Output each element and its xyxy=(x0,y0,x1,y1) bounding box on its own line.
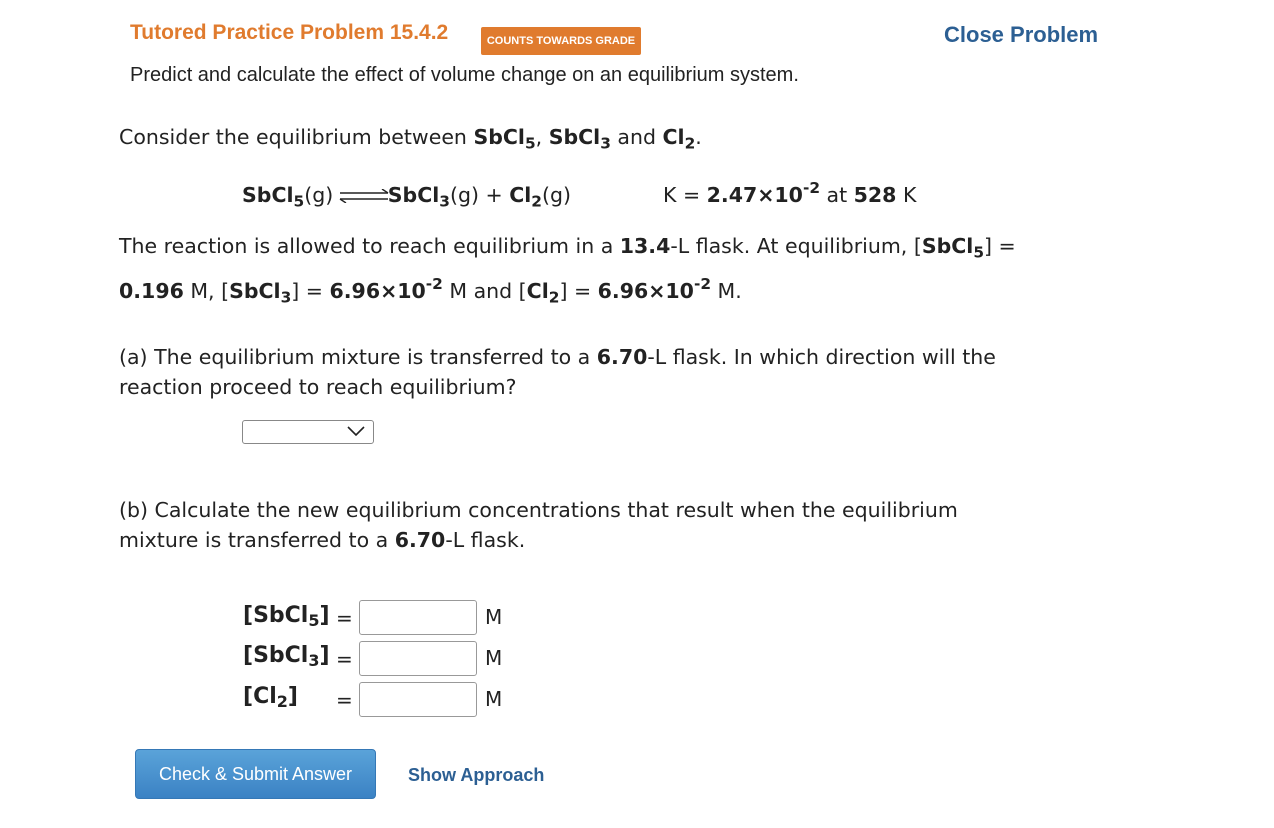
part-b-question-line-2: mixture is transferred to a 6.70-L flask. xyxy=(119,528,526,552)
equals-sign: = xyxy=(336,688,353,712)
close-problem-link[interactable]: Close Problem xyxy=(944,22,1099,47)
sbcl5-concentration-input[interactable] xyxy=(359,600,477,635)
sbcl3-concentration-input[interactable] xyxy=(359,641,477,676)
grade-badge: COUNTS TOWARDS GRADE xyxy=(481,27,641,55)
unit-label: M xyxy=(485,646,503,670)
problem-subtitle: Predict and calculate the effect of volume change on an equilibrium system. xyxy=(130,64,799,86)
equilibrium-constant: $K = 2.47\times 10^{-2}$ at 528 K xyxy=(663,178,917,207)
check-submit-button[interactable]: Check & Submit Answer xyxy=(135,749,376,799)
part-a-question-line-2: reaction proceed to reach equilibrium? xyxy=(119,375,517,399)
part-b-question-line-1: (b) Calculate the new equilibrium concentrations that result when the equilibrium xyxy=(119,498,958,522)
direction-dropdown[interactable] xyxy=(242,420,374,444)
equals-sign: = xyxy=(336,647,353,671)
reaction-equation: SbCl$_5$(g) SbCl$_3$(g) + $Cl_2(g)$ xyxy=(242,183,571,211)
cl2-concentration-input[interactable] xyxy=(359,682,477,717)
equilibrium-arrow-icon xyxy=(338,189,390,203)
chevron-down-icon xyxy=(347,425,365,437)
problem-title: Tutored Practice Problem 15.4.2 xyxy=(130,21,449,44)
sbcl5-label: [SbCl5] xyxy=(243,603,330,630)
intro-text: Consider the equilibrium between SbCl$_5$, SbCl$_3$ and $Cl_2$. xyxy=(119,125,702,153)
equals-sign: = xyxy=(336,606,353,630)
conditions-line-2: 0.196 M, [SbCl$_3$] = $6.96\times 10^{-2}$ M and $[Cl_2] = 6.96\times 10^{-2}$ M. xyxy=(119,274,742,307)
cl2-label: [Cl2] xyxy=(243,684,298,711)
show-approach-link[interactable]: Show Approach xyxy=(408,765,545,785)
part-a-question-line-1: (a) The equilibrium mixture is transferred to a 6.70-L flask. In which direction will the xyxy=(119,345,996,369)
unit-label: M xyxy=(485,687,503,711)
sbcl3-label: [SbCl3] xyxy=(243,643,330,670)
conditions-line-1: The reaction is allowed to reach equilibrium in a 13.4-L flask. At equilibrium, [SbCl$_5$] = xyxy=(119,234,1016,262)
unit-label: M xyxy=(485,605,503,629)
